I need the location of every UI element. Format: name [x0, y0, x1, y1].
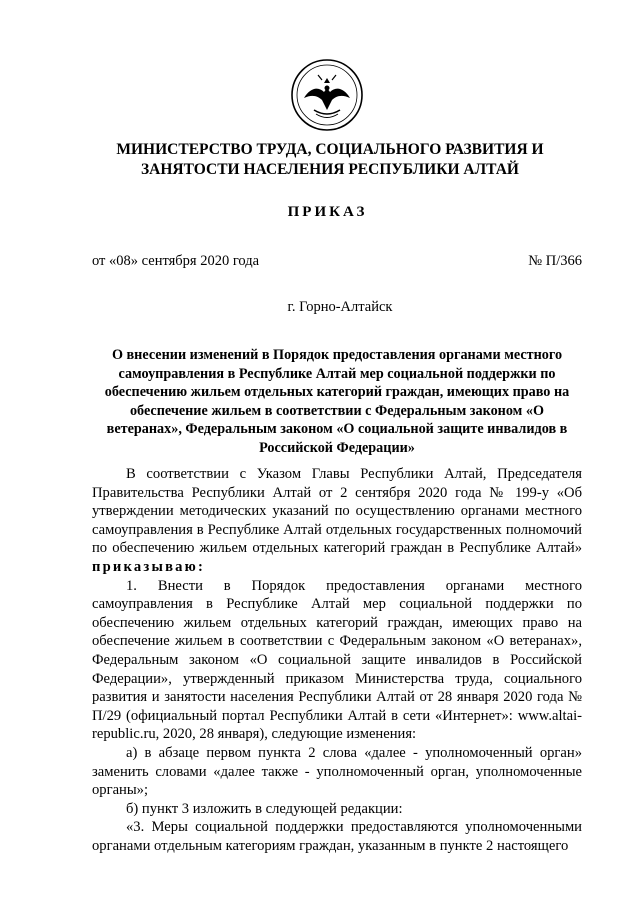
paragraph-item-3: «3. Меры социальной поддержки предоставляются уполномоченными органами отдельным категориям граждан, указанным в пункте 2 настоящего: [92, 819, 582, 854]
paragraph-item-b: б) пункт 3 изложить в следующей редакции:: [126, 800, 403, 817]
order-title: О внесении изменений в Порядок предоставления органами местного самоуправления в Республике Алтай мер социальной поддержки по обеспечению жильем отдельных категорий граждан, имеющих право на обеспечение жильем в соответствии с Федеральным законом «О ветеранах», Федеральным законом «О социальной защите инвалидов в Российской Федерации»: [104, 347, 570, 456]
order-command: приказываю:: [92, 558, 206, 575]
ministry-line-1: МИНИСТЕРСТВО ТРУДА, СОЦИАЛЬНОГО РАЗВИТИЯ И: [116, 141, 544, 158]
preamble-text: В соответствии с Указом Главы Республики Алтай, Председателя Правительства Республики Алтай от 2 сентября 2020 года № 199-у «Об утверждении методических указаний по осуществлению органами местного самоуправления в Республике Алтай отдельных государственных полномочий по обеспечению жильем отдельных категорий граждан в Республике Алтай»: [92, 466, 582, 557]
order-body: [92, 465, 582, 855]
order-date: от «08» сентября 2020 года: [92, 253, 260, 269]
coat-of-arms-icon: [290, 58, 364, 132]
order-number: № П/366: [528, 253, 582, 269]
document-type: ПРИКАЗ: [287, 204, 368, 220]
paragraph-preamble: [92, 465, 582, 577]
ministry-line-2: ЗАНЯТОСТИ НАСЕЛЕНИЯ РЕСПУБЛИКИ АЛТАЙ: [141, 161, 519, 178]
paragraph-item-a: а) в абзаце первом пункта 2 слова «далее - уполномоченный орган» заменить словами «далее также - уполномоченный орган, уполномоченные органы»;: [92, 744, 582, 799]
paragraph-item-1: 1. Внести в Порядок предоставления органами местного самоуправления в Республике Алтай мер социальной поддержки по обеспечению жильем отдельных категорий граждан, имеющих право на обеспечение жильем в соответствии с Федеральным законом «О ветеранах», Федеральным законом «О социальной защите инвалидов в Российской Федерации», утвержденный приказом Министерства труда, социального развития и занятости населения Республики Алтай от 28 января 2020 года № П/29 (официальный портал Республики Алтай в сети «Интернет»: www.altai-republic.ru, 2020, 28 января), следующие изменения:: [92, 577, 582, 743]
ministry-name: [80, 140, 580, 180]
order-city: г. Горно-Алтайск: [287, 299, 393, 315]
